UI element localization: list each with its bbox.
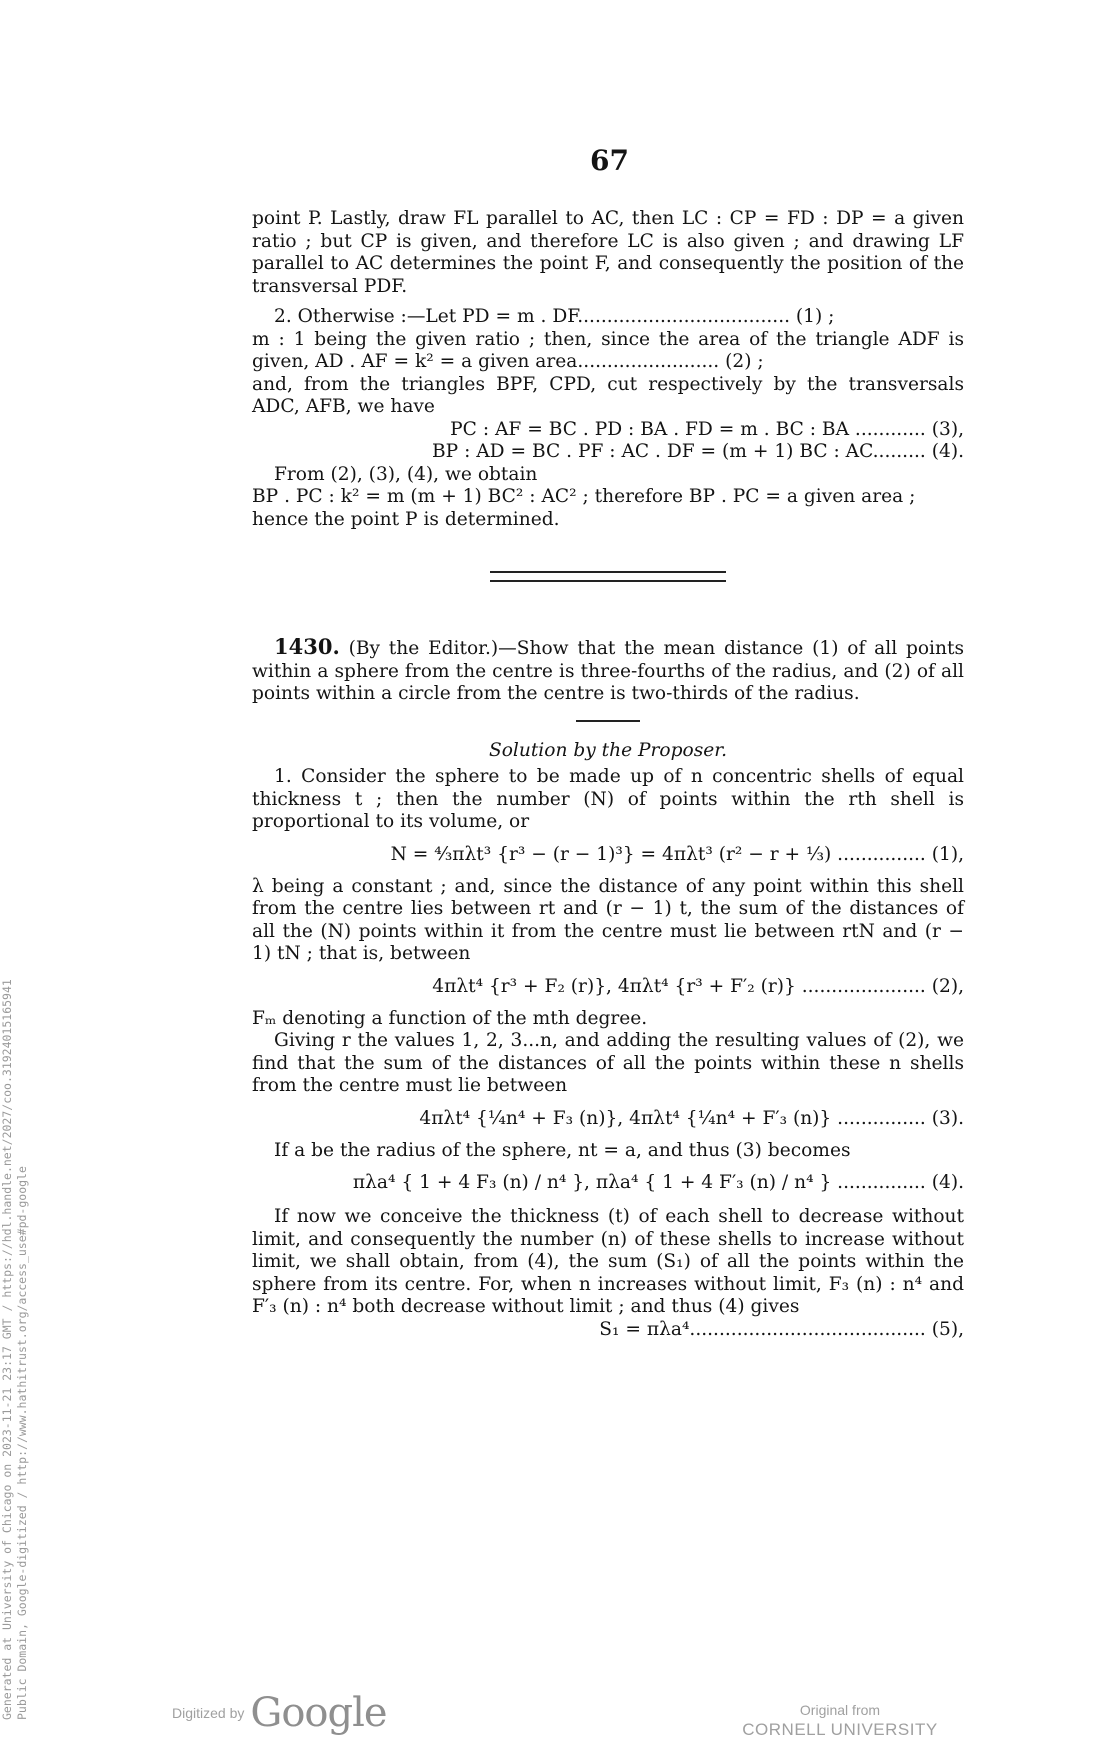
- solution-heading: Solution by the Proposer.: [488, 739, 728, 761]
- digitized-by-label: Digitized by: [172, 1705, 245, 1721]
- solution-paragraph-5: If a be the radius of the sphere, nt = a, and thus (3) becomes: [274, 1139, 851, 1161]
- equation-4: BP : AD = BC . PF : AC . DF = (m + 1) BC : AC......... (4).: [431, 441, 964, 462]
- digitized-by-google: [172, 1690, 387, 1736]
- original-from: [740, 1700, 940, 1740]
- problem-number: 1430.: [274, 634, 340, 659]
- solution-equation-5: S₁ = πλa⁴........................................ (5),: [599, 1318, 964, 1340]
- institution-name: CORNELL UNIVERSITY: [742, 1720, 938, 1739]
- problem-statement: [252, 636, 964, 706]
- watermark-line-2: Public Domain, Google-digitized / http://www.hathitrust.org/access_use#pd-google: [15, 1166, 29, 1720]
- problem-text: (By the Editor.)—Show that the mean distance (1) of all points within a sphere from the centre is three-fourths of the radius, and (2) of all points within a circle from the centre is two-thirds of the radius.: [252, 638, 964, 704]
- solution-paragraph-1: 1. Consider the sphere to be made up of n concentric shells of equal thickness t ; then the number (N) of points within the rth shell is proportional to its volume, or: [252, 766, 964, 832]
- page-number: 67: [590, 144, 629, 177]
- double-rule-divider: [490, 571, 726, 582]
- paragraph-obtain: From (2), (3), (4), we obtain: [274, 463, 538, 485]
- solution-paragraph-6: If now we conceive the thickness (t) of each shell to decrease without limit, and consequently the number (n) of these shells to increase without limit, we shall obtain, from (4), the sum (S₁) of all the points within the sphere from its centre. For, when n increases without limit, F₃ (n) : n⁴ and F′₃ (n) : n⁴ both decrease without limit ; and thus (4) gives: [252, 1206, 964, 1317]
- solution-equation-4: πλa⁴ { 1 + 4 F₃ (n) / n⁴ }, πλa⁴ { 1 + 4 F′₃ (n) / n⁴ } ............... (4).: [352, 1172, 964, 1193]
- paragraph-otherwise: 2. Otherwise :—Let PD = m . DF.................................... (1) ;: [274, 306, 835, 327]
- paragraph-ratio: m : 1 being the given ratio ; then, since the area of the triangle ADF is given, AD . AF = k² = a given area........................ (2) ;: [252, 328, 964, 372]
- solution-equation-3: 4πλt⁴ {¼n⁴ + F₃ (n)}, 4πλt⁴ {¼n⁴ + F′₃ (n)} ............... (3).: [419, 1107, 964, 1129]
- solution-paragraph-4: Giving r the values 1, 2, 3...n, and adding the resulting values of (2), we find that the sum of the distances of all the points within these n shells from the centre must lie between: [252, 1030, 964, 1096]
- paragraph-conclusion: hence the point P is determined.: [252, 508, 560, 530]
- solution-paragraph-2: λ being a constant ; and, since the distance of any point within this shell from the centre lies between rt and (r − 1) t, the sum of the distances of all the (N) points within it from the centre must lie between rtN and (r − 1) tN ; that is, between: [252, 875, 964, 964]
- watermark-line-1: Generated at University of Chicago on 2023-11-21 23:17 GMT / https://hdl.handle.net/2027/coo.31924015165941: [0, 979, 14, 1720]
- solution-equation-1: N = ⁴⁄₃πλt³ {r³ − (r − 1)³} = 4πλt³ (r² − r + ⅓) ............... (1),: [390, 843, 964, 865]
- paragraph-result: BP . PC : k² = m (m + 1) BC² : AC² ; therefore BP . PC = a given area ;: [252, 486, 916, 507]
- paragraph-triangles: and, from the triangles BPF, CPD, cut respectively by the transversals ADC, AFB, we have: [252, 373, 964, 417]
- solution-paragraph-3: Fₘ denoting a function of the mth degree.: [252, 1007, 648, 1029]
- equation-3: PC : AF = BC . PD : BA . FD = m . BC : BA ............ (3),: [450, 418, 964, 440]
- original-from-label: Original from: [799, 1702, 881, 1718]
- google-logo: Google: [250, 1690, 387, 1736]
- solution-equation-2: 4πλt⁴ {r³ + F₂ (r)}, 4πλt⁴ {r³ + F′₂ (r)} ..................... (2),: [432, 975, 964, 997]
- side-watermark: [0, 979, 30, 1720]
- short-rule-divider: [576, 720, 640, 722]
- page-body: [252, 208, 964, 1341]
- paragraph-continuation: point P. Lastly, draw FL parallel to AC, then LC : CP = FD : DP = a given ratio ; but CP is given, and therefore LC is also given ; and drawing LF parallel to AC determines the point F, and consequently the position of the transversal PDF.: [252, 208, 964, 297]
